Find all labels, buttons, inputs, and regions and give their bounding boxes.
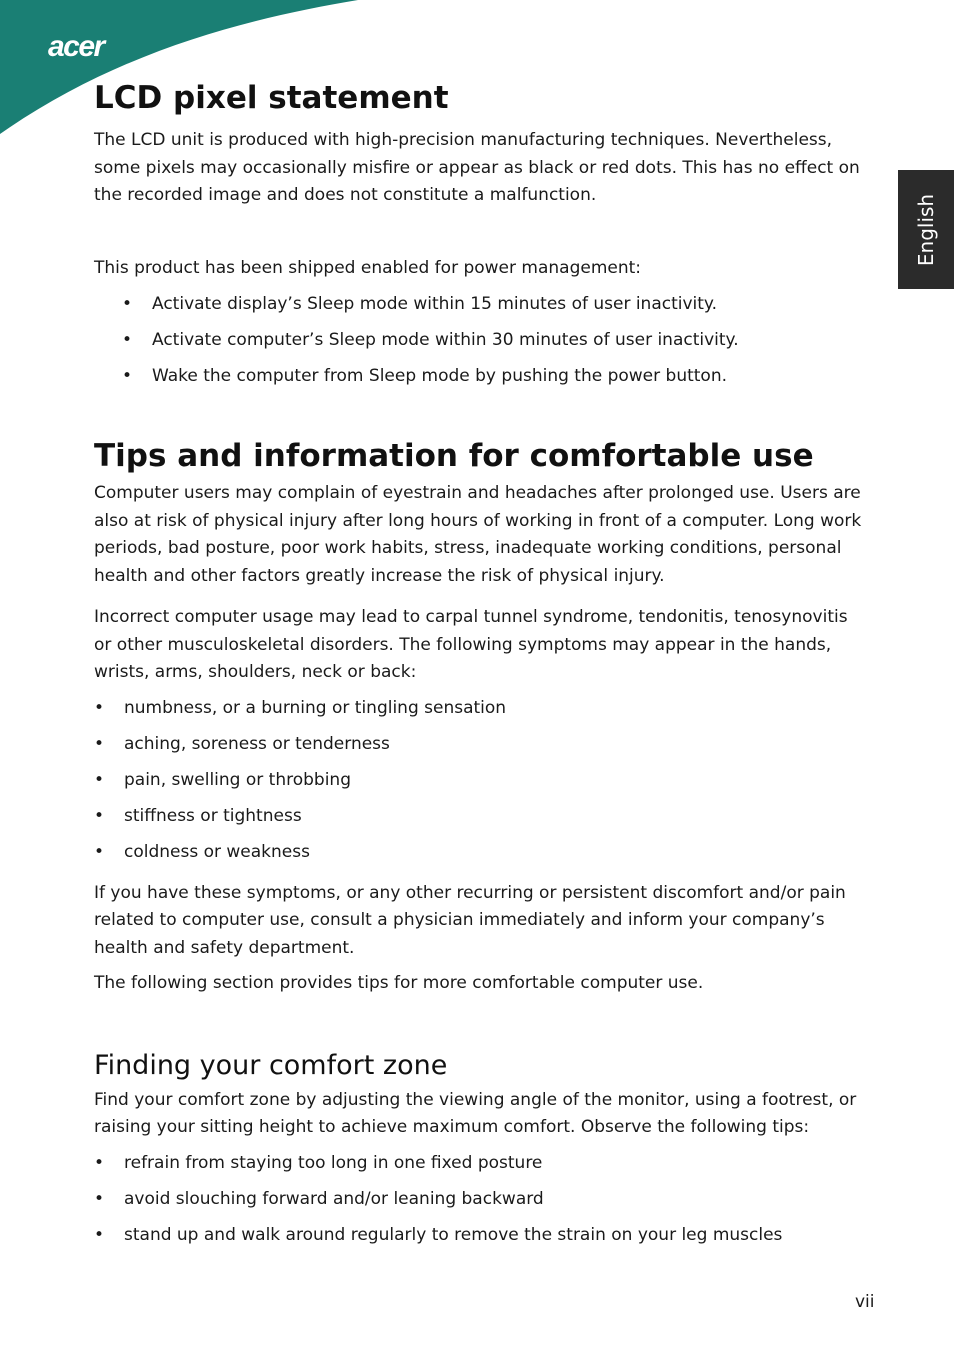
comfort-section-title: Finding your comfort zone xyxy=(94,1049,448,1081)
tips-section-title: Tips and information for comfortable use xyxy=(94,438,814,474)
comfort-tips-list xyxy=(94,1150,864,1250)
symptoms-list xyxy=(94,695,864,867)
tips-paragraph-3: If you have these symptoms, or any other recurring or persistent discomfort and/or pain related to computer use, consult a physician immediately and inform your company’s health and safety department. xyxy=(94,882,846,958)
list-item: • pain, swelling or throbbing xyxy=(94,767,864,795)
lcd-paragraph: The LCD unit is produced with high-precision manufacturing techniques. Nevertheless, some pixels may occasionally misfire or appear as black or red dots. This has no effect on the recorded image and does not constitute a malfunction. xyxy=(94,130,860,205)
page-content xyxy=(94,78,864,1250)
bullet: • xyxy=(94,842,105,862)
tips-paragraph-2: Incorrect computer usage may lead to carpal tunnel syndrome, tendonitis, tenosynovitis or other musculoskeletal disorders. The following symptoms may appear in the hands, wrists, arms, shoulders, neck or back: xyxy=(94,607,848,682)
list-item: • numbness, or a burning or tingling sensation xyxy=(94,695,864,723)
acer-logo: acer xyxy=(48,30,104,63)
comfort-paragraph: Find your comfort zone by adjusting the viewing angle of the monitor, using a footrest, or raising your sitting height to achieve maximum comfort. Observe the following tips: xyxy=(94,1089,857,1137)
bullet: • xyxy=(94,698,105,718)
page-number: vii xyxy=(855,1292,875,1312)
bullet: • xyxy=(94,806,105,826)
list-item: • stiffness or tightness xyxy=(94,803,864,831)
language-tab-label: English xyxy=(914,193,938,266)
bullet: • xyxy=(94,1225,105,1245)
list-item: • Activate display’s Sleep mode within 15 minutes of user inactivity. xyxy=(94,291,864,319)
list-item: • refrain from staying too long in one fixed posture xyxy=(94,1150,864,1178)
list-item: • aching, soreness or tenderness xyxy=(94,731,864,759)
bullet: • xyxy=(122,329,133,350)
bullet: • xyxy=(122,365,133,386)
power-list xyxy=(94,291,864,391)
bullet: • xyxy=(122,293,133,314)
list-item: • coldness or weakness xyxy=(94,839,864,867)
bullet: • xyxy=(94,1189,105,1209)
tips-paragraph-1: Computer users may complain of eyestrain and headaches after prolonged use. Users are also at risk of physical injury after long hours of working in front of a computer. Long work periods, bad posture, poor work habits, stress, inadequate working conditions, personal health and other factors greatly increase the risk of physical injury. xyxy=(94,483,862,586)
list-item: • Activate computer’s Sleep mode within 30 minutes of user inactivity. xyxy=(94,327,864,355)
lcd-section-title: LCD pixel statement xyxy=(94,80,449,116)
bullet: • xyxy=(94,770,105,790)
bullet: • xyxy=(94,1153,105,1173)
language-tab xyxy=(898,170,954,289)
tips-paragraph-4: The following section provides tips for more comfortable computer use. xyxy=(94,973,704,993)
list-item: • avoid slouching forward and/or leaning backward xyxy=(94,1186,864,1214)
list-item: • stand up and walk around regularly to remove the strain on your leg muscles xyxy=(94,1222,864,1250)
list-item: • Wake the computer from Sleep mode by pushing the power button. xyxy=(94,363,864,391)
power-intro: This product has been shipped enabled for power management: xyxy=(94,257,642,278)
bullet: • xyxy=(94,734,105,754)
